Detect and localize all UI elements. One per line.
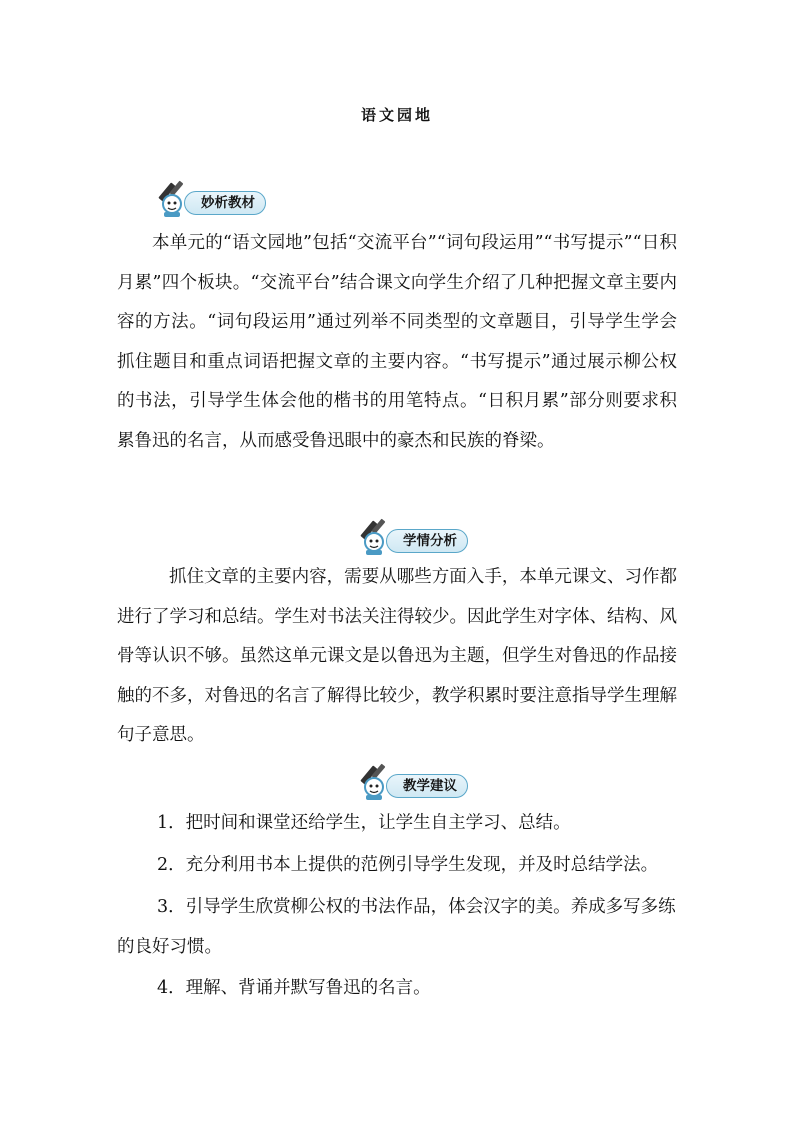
- section-paragraph: 抓住文章的主要内容，需要从哪些方面入手，本单元课文、习作都进行了学习和总结。学生对书法关注得较少。因此学生对字体、结构、风骨等认识不够。虽然这单元课文是以鲁迅为主题，但学生对鲁迅的作品接触的不多，对鲁迅的名言了解得比较少，教学积累时要注意指导学生理解句子意思。: [117, 567, 677, 745]
- list-item: 1．把时间和课堂还给学生，让学生自主学习、总结。: [157, 813, 571, 833]
- section-heading: 学情分析: [386, 529, 468, 553]
- section-header-analysis: [158, 180, 298, 218]
- list-item: 4．理解、背诵并默写鲁迅的名言。: [157, 978, 431, 998]
- list-item: 3．引导学生欣赏柳公权的书法作品，体会汉字的美。养成多写多练的良好习惯。: [117, 897, 676, 957]
- section-header-learner-analysis: [360, 518, 500, 556]
- list-item: 2．充分利用书本上提供的范例引导学生发现，并及时总结学法。: [157, 855, 659, 875]
- section-header-teaching-suggestions: [360, 763, 500, 801]
- section-heading: 教学建议: [386, 774, 468, 798]
- page-title: 语文园地: [360, 106, 433, 124]
- section-paragraph: 本单元的“语文园地”包括“交流平台”“词句段运用”“书写提示”“日积月累”四个板块。“交流平台”结合课文向学生介绍了几种把握文章主要内容的方法。“词句段运用”通过列举不同类型的文章题目，引导学生学会抓住题目和重点词语把握文章的主要内容。“书写提示”通过展示柳公权的书法，引导学生体会他的楷书的用笔特点。“日积月累”部分则要求积累鲁迅的名言，从而感受鲁迅眼中的豪杰和民族的脊梁。: [117, 233, 677, 451]
- section-heading: 妙析教材: [184, 191, 266, 215]
